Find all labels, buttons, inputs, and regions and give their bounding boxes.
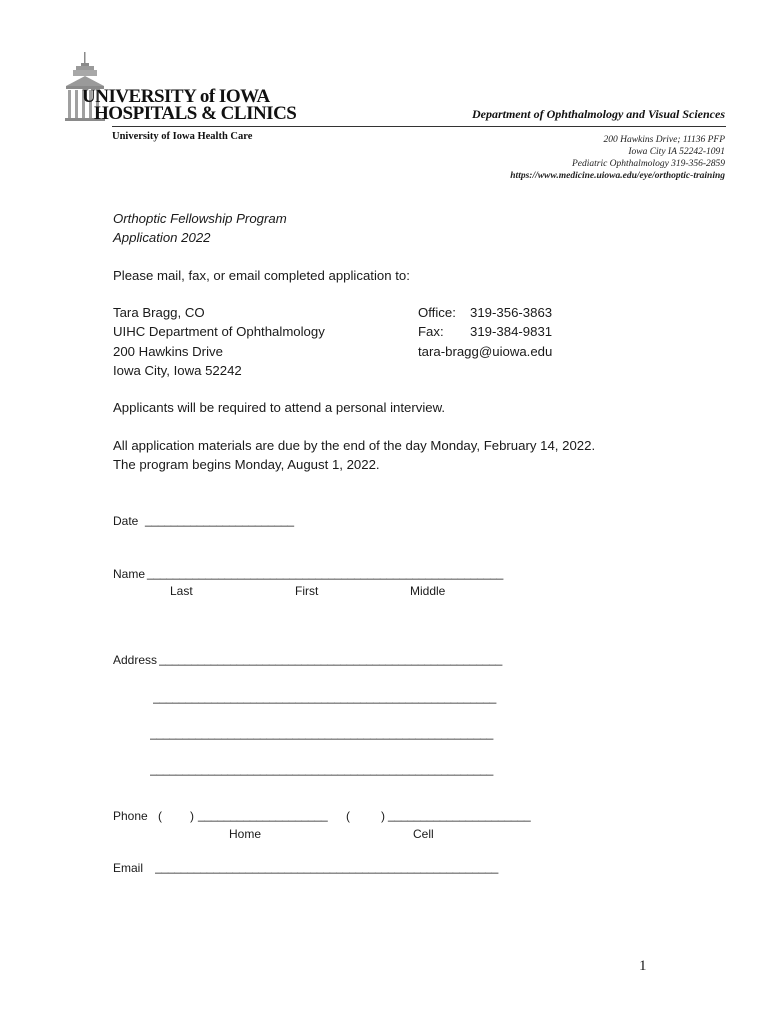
address-url: https://www.medicine.uiowa.edu/eye/orthoptic-training xyxy=(510,171,725,181)
address-line2: Iowa City IA 52242-1091 xyxy=(628,147,725,157)
address-field-line2[interactable]: _____________________________________________________ xyxy=(153,690,497,704)
instructions: Please mail, fax, or email completed application to: xyxy=(113,268,410,283)
phone-cell-close-paren: ) xyxy=(381,809,385,823)
phone-cell-field[interactable]: ______________________ xyxy=(388,808,531,822)
logo-line1: UNIVERSITY of IOWA xyxy=(82,86,270,107)
fax-label: Fax: xyxy=(418,324,444,339)
address-field-line3[interactable]: _____________________________________________________ xyxy=(150,726,494,740)
office-label: Office: xyxy=(418,305,456,320)
contact-street: 200 Hawkins Drive xyxy=(113,344,223,359)
logo-subtitle: University of Iowa Health Care xyxy=(112,131,253,142)
address-line3: Pediatric Ophthalmology 319-356-2859 xyxy=(571,159,725,169)
address-field-line1[interactable]: _____________________________________________________ xyxy=(159,652,503,666)
name-first-label: First xyxy=(295,584,319,598)
phone-home-close-paren: ) xyxy=(190,809,194,823)
contact-city: Iowa City, Iowa 52242 xyxy=(113,363,242,378)
name-label: Name xyxy=(113,567,146,581)
deadline-note: All application materials are due by the end of the day Monday, February 14, 2022. xyxy=(113,438,596,453)
date-label: Date xyxy=(113,514,139,528)
address-field-line4[interactable]: _____________________________________________________ xyxy=(150,762,494,776)
address-line1: 200 Hawkins Drive; 11136 PFP xyxy=(603,135,725,145)
name-last-label: Last xyxy=(170,584,193,598)
contact-email[interactable]: tara-bragg@uiowa.edu xyxy=(418,344,553,359)
phone-cell-open-paren: ( xyxy=(346,809,350,823)
interview-note: Applicants will be required to attend a personal interview. xyxy=(113,400,446,415)
fax-number: 319-384-9831 xyxy=(470,324,553,339)
page-number: 1 xyxy=(639,958,647,974)
email-field[interactable]: _____________________________________________________ xyxy=(155,860,499,874)
logo-line2: HOSPITALS & CLINICS xyxy=(94,103,297,124)
phone-label: Phone xyxy=(113,809,148,823)
date-field[interactable]: _______________________ xyxy=(145,513,294,527)
address-label: Address xyxy=(113,653,158,667)
program-title: Orthoptic Fellowship Program xyxy=(113,211,287,226)
phone-home-label: Home xyxy=(229,827,262,841)
phone-home-field[interactable]: ____________________ xyxy=(198,808,328,822)
name-middle-label: Middle xyxy=(410,584,446,598)
phone-home-open-paren: ( xyxy=(158,809,162,823)
header-divider xyxy=(112,126,726,127)
name-field[interactable]: _______________________________________________________ xyxy=(147,566,504,580)
contact-department: UIHC Department of Ophthalmology xyxy=(113,324,325,339)
start-note: The program begins Monday, August 1, 2022. xyxy=(113,457,380,472)
email-label: Email xyxy=(113,861,144,875)
program-subtitle: Application 2022 xyxy=(113,230,211,245)
phone-cell-label: Cell xyxy=(413,827,434,841)
office-number: 319-356-3863 xyxy=(470,305,553,320)
contact-name: Tara Bragg, CO xyxy=(113,305,205,320)
department-name: Department of Ophthalmology and Visual Sciences xyxy=(471,107,725,121)
